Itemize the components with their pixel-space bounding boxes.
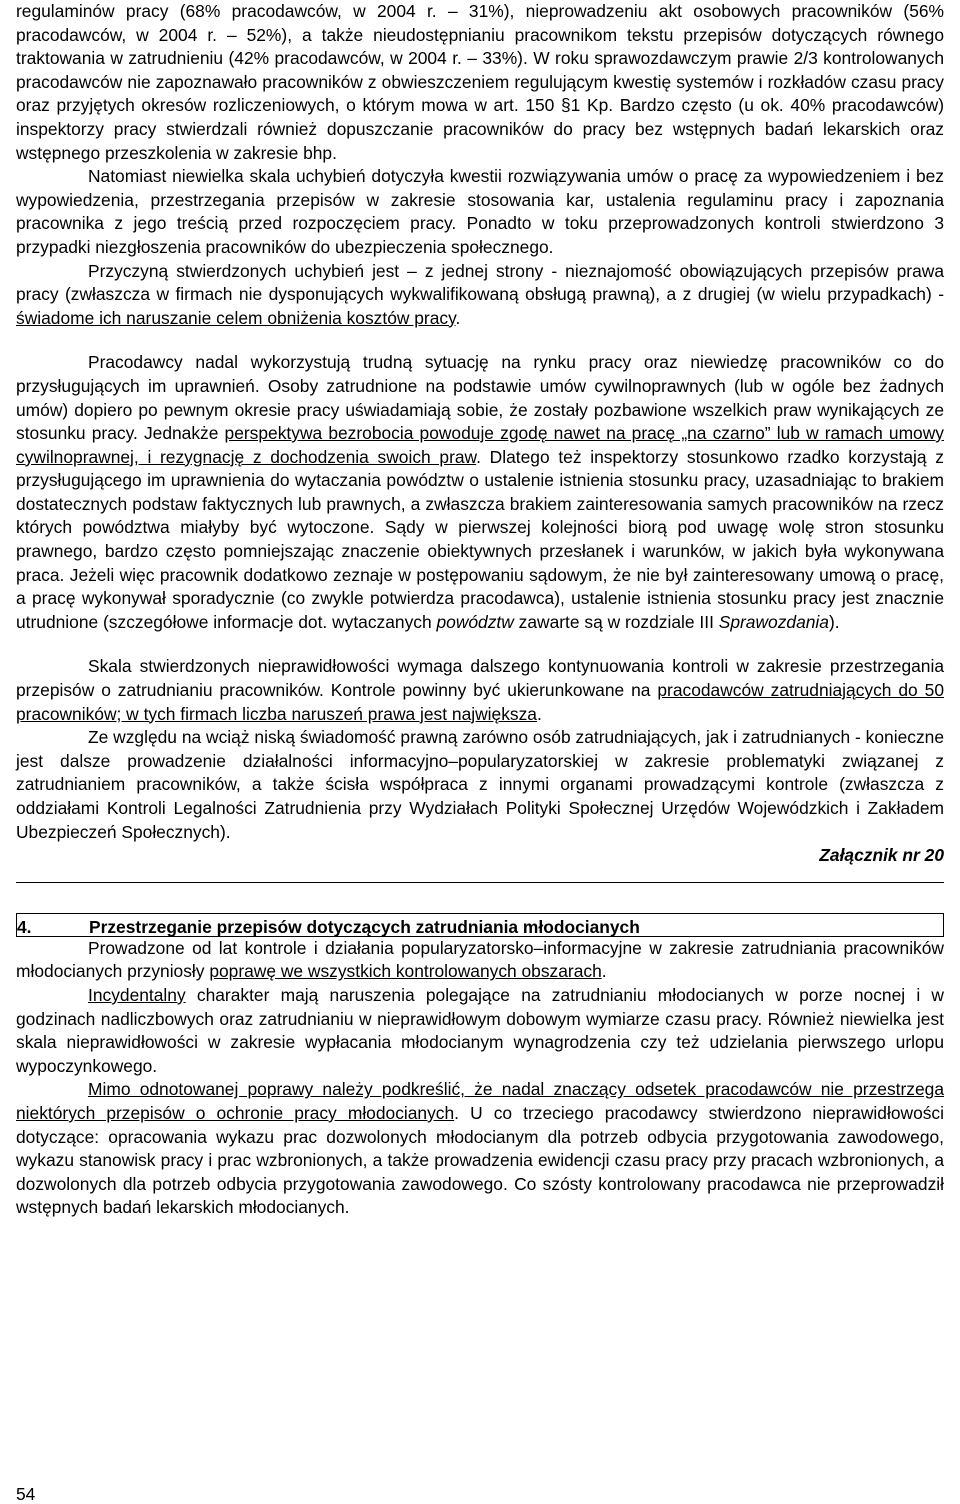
paragraph-2: Natomiast niewielka skala uchybień dotyczyła kwestii rozwiązywania umów o pracę za wypowiedzeniem i bez wypowiedzenia, przestrzegania przepisów w zakresie stosowania kar, ustalenia regulaminu pracy i zapoznania pracownika z jego treścią przed rozpoczęciem pracy. Ponadto w toku przeprowadzonych kontroli stwierdzono 3 przypadki niezgłoszenia pracowników do ubezpieczenia społecznego. — [16, 166, 944, 257]
section-number: 4. — [17, 916, 32, 937]
paragraph-6: Ze względu na wciąż niską świadomość prawną zarówno osób zatrudniających, jak i zatrudnianych - konieczne jest dalsze prowadzenie działalności informacyjno–popularyzatorskiej w zakresie problematyki związanej z zatrudnianiem pracowników, a także ścisła współpraca z innymi organami prowadzącymi kontrole (zwłaszcza z oddziałami Kontroli Legalności Zatrudnienia przy Wydziałach Polityki Społecznej Urzędów Wojewódzkich i Zakładem Ubezpieczeń Społecznych). — [16, 727, 944, 842]
underlined-text: pracodawców zatrudniających do 50 pracowników; w tych firmach liczba naruszeń prawa jest największa — [16, 680, 944, 724]
italic-text: Sprawozdania — [718, 611, 829, 632]
section-paragraph-2: Incydentalny charakter mają naruszenia polegające na zatrudnianiu młodocianych w porze nocnej i w godzinach nadliczbowych oraz zatrudnianiu w nieprawidłowym dobowym wymiarze czasu pracy. Również niewielka jest skala nieprawidłowości w zakresie wypłacania młodocianym wynagrodzenia czy też udzielania pierwszego urlopu wypoczynkowego. — [16, 984, 944, 1076]
underlined-text: perspektywa bezrobocia powoduje zgodę nawet na pracę „na czarno” lub w ramach umowy cywilnoprawnej, i rezygnację z dochodzenia swoich praw — [16, 423, 944, 467]
underlined-text: Mimo odnotowanej poprawy należy podkreślić, że nadal znaczący odsetek pracodawców nie przestrzega niektórych przepisów o ochronie pracy młodocianych — [16, 1079, 944, 1123]
paragraph-4: Pracodawcy nadal wykorzystują trudną sytuację na rynku pracy oraz niewiedzę pracowników co do przysługujących im uprawnień. Osoby zatrudnione na podstawie umów cywilnoprawnych (lub w ogóle bez żadnych umów) dopiero po pewnym okresie pracy uświadamiają sobie, że zostały pozbawione wszelkich praw wynikających ze stosunku pracy. Jednakże perspektywa bezrobocia powoduje zgodę nawet na pracę „na czarno” lub w ramach umowy cywilnoprawnej, i rezygnację z dochodzenia swoich praw. Dlatego też inspektorzy stosunkowo rzadko korzystają z przysługującego im uprawnienia do wytaczania powództw o ustalenie istnienia stosunku pracy, uzasadniając to brakiem dostatecznych podstaw faktycznych lub prawnych, a zwłaszcza brakiem zainteresowania samych pracowników na rzecz których powództwa miałyby być wytoczone. Sądy w pierwszej kolejności biorą pod uwagę wolę stron stosunku prawnego, bardzo często pomniejszając znaczenie obiektywnych przesłanek i warunków, w jakich była wykonywana praca. Jeżeli więc pracownik dodatkowo zeznaje w postępowaniu sądowym, że nie był zainteresowany umową o pracę, a pracę wykonywał sporadycznie (co zwykle potwierdza pracodawca), ustalenie istnienia stosunku pracy jest znacznie utrudnione (szczegółowe informacje dot. wytaczanych powództw zawarte są w rozdziale III Sprawozdania). — [16, 352, 944, 632]
underlined-text: świadome ich naruszanie celem obniżenia kosztów pracy — [16, 307, 456, 328]
section-paragraph-3: Mimo odnotowanej poprawy należy podkreślić, że nadal znaczący odsetek pracodawców nie przestrzega niektórych przepisów o ochronie pracy młodocianych. U co trzeciego pracodawcy stwierdzono nieprawidłowości dotyczące: opracowania wykazu prac dozwolonych młodocianym dla potrzeb odbycia przygotowania zawodowego, wykazu stanowisk pracy i prac wzbronionych, a także prowadzenia ewidencji czasu pracy przy pracach wzbronionych, a dozwolonych dla potrzeb odbycia przygotowania zawodowego. Co szósty kontrolowany pracodawca nie przeprowadził wstępnych badań lekarskich młodocianych. — [16, 1079, 944, 1218]
attachment-reference: Załącznik nr 20 — [819, 845, 944, 866]
underlined-text: poprawę we wszystkich kontrolowanych obszarach — [209, 961, 602, 982]
paragraph-1: regulaminów pracy (68% pracodawców, w 2004 r. – 31%), nieprowadzeniu akt osobowych pracowników (56% pracodawców, w 2004 r. – 52%), a także nieudostępnianiu pracownikom tekstu przepisów dotyczących równego traktowania w zatrudnieniu (42% pracodawców, w 2004 r. – 33%). W roku sprawozdawczym prawie 2/3 kontrolowanych pracodawców nie zapoznawało pracowników z obwieszczeniem regulującym kwestię systemów i rozkładów czasu pracy oraz przyjętych okresów rozliczeniowych, o którym mowa w art. 150 §1 Kp. Bardzo często (u ok. 40% pracodawców) inspektorzy pracy stwierdzali również dopuszczanie pracowników do pracy bez wstępnych badań lekarskich oraz wstępnego przeszkolenia w zakresie bhp. — [16, 1, 944, 163]
underlined-text: Incydentalny — [88, 984, 186, 1005]
italic-text: powództw — [436, 611, 514, 632]
document-page — [16, 0, 944, 1220]
page-number: 54 — [16, 1484, 36, 1504]
section-title: Przestrzeganie przepisów dotyczących zatrudniania młodocianych — [89, 916, 640, 937]
section-paragraph-1: Prowadzone od lat kontrole i działania popularyzatorsko–informacyjne w zakresie zatrudniania pracowników młodocianych przyniosły poprawę we wszystkich kontrolowanych obszarach. — [16, 937, 944, 982]
section-heading — [16, 913, 944, 937]
paragraph-5: Skala stwierdzonych nieprawidłowości wymaga dalszego kontynuowania kontroli w zakresie przestrzegania przepisów o zatrudnianiu pracowników. Kontrole powinny być ukierunkowane na pracodawców zatrudniających do 50 pracowników; w tych firmach liczba naruszeń prawa jest największa. — [16, 656, 944, 724]
divider-line — [16, 882, 944, 883]
paragraph-3: Przyczyną stwierdzonych uchybień jest – z jednej strony - nieznajomość obowiązujących przepisów prawa pracy (zwłaszcza w firmach nie dysponujących wykwalifikowaną obsługą prawną), a z drugiej (w wielu przypadkach) - świadome ich naruszanie celem obniżenia kosztów pracy. — [16, 260, 944, 328]
